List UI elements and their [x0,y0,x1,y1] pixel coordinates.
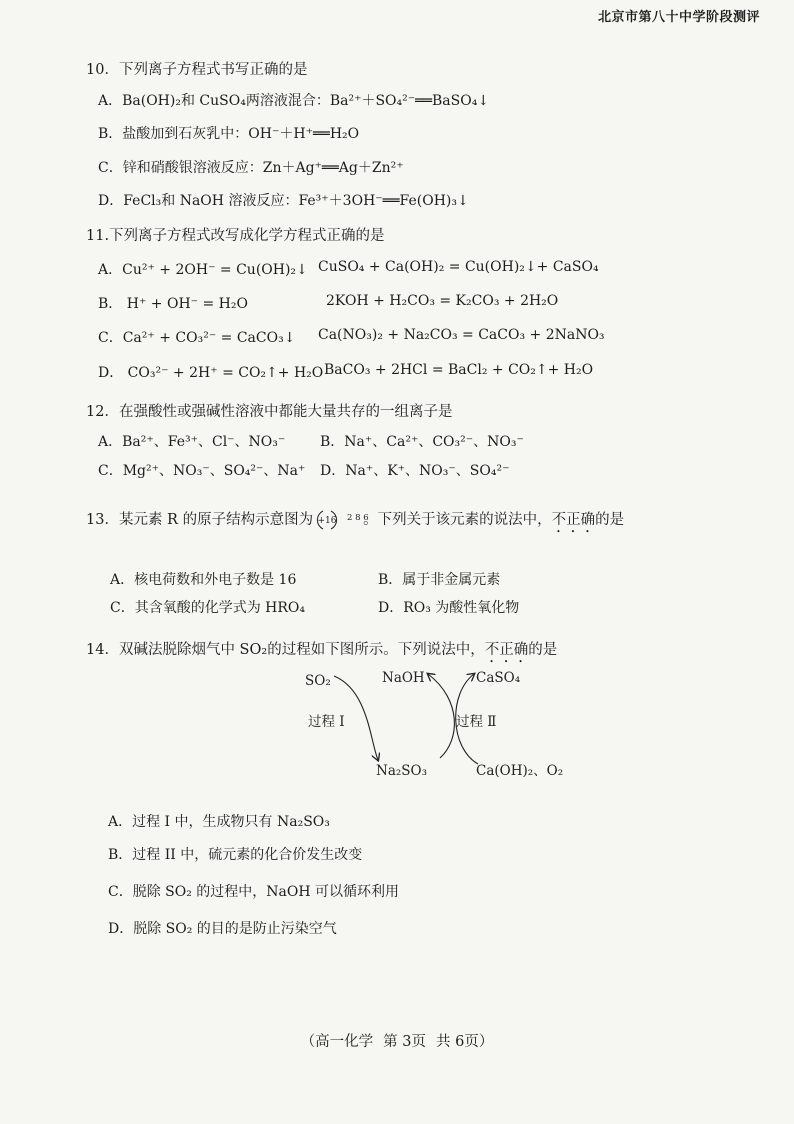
school-header: 北京市第八十中学阶段测评 [597,10,760,25]
q11-row-b-chem: 2KOH + H₂CO₃ = K₂CO₃ + 2H₂O [326,293,559,309]
q10-option-d: D．FeCl₃和 NaOH 溶液反应：Fe³⁺＋3OH⁻══Fe(OH)₃↓ [98,193,469,209]
q13-option-d: D．RO₃ 为酸性氧化物 [378,600,520,616]
page-footer [0,1030,794,1051]
q13-stem-post: 的是 [595,512,625,528]
q14-stem-post: 的是 [528,642,558,658]
q13-stem-pre: 13．某元素 R 的原子结构示意图为 [86,512,314,528]
footer-page: 第 3页 [383,1034,426,1050]
label-caso4: CaSO₄ [476,670,521,686]
q12-option-b: B．Na⁺、Ca²⁺、CO₃²⁻、NO₃⁻ [320,434,524,450]
q14-option-c: C．脱除 SO₂ 的过程中，NaOH 可以循环利用 [108,884,400,900]
q14-option-d: D．脱除 SO₂ 的目的是防止污染空气 [108,921,337,937]
q11-stem: 11.下列离子方程式改写成化学方程式正确的是 [86,228,385,244]
q11-row-d-chem: BaCO₃ + 2HCl = BaCl₂ + CO₂↑+ H₂O [324,362,594,378]
label-na2so3: Na₂SO₃ [376,763,428,779]
q13-stem-mid: 。下列关于该元素的说法中， [363,512,552,528]
q14-option-b: B．过程 II 中，硫元素的化合价发生改变 [108,847,363,863]
q13-option-a: A．核电荷数和外电子数是 16 [110,572,297,588]
q10-stem: 10．下列离子方程式书写正确的是 [86,62,308,78]
q14-stem-emphasis: 不正确 [484,642,529,658]
q11-row-b-ion: B． H⁺ + OH⁻ = H₂O [98,296,248,312]
q14-option-a: A．过程 I 中，生成物只有 Na₂SO₃ [108,814,330,830]
q13-stem [86,508,624,536]
label-caoh2-o2: Ca(OH)₂、O₂ [476,763,564,779]
label-process-2: 过程 Ⅱ [456,714,497,730]
q11-row-a-ion: A．Cu²⁺ + 2OH⁻ = Cu(OH)₂↓ [98,262,308,278]
footer-subject: （高一化学 [300,1034,374,1050]
atom-structure-diagram [313,508,369,532]
q12-option-d: D．Na⁺、K⁺、NO₃⁻、SO₄²⁻ [320,463,510,479]
label-so2: SO₂ [305,673,331,689]
label-naoh: NaOH [382,670,425,686]
q12-stem: 12．在强酸性或强碱性溶液中都能大量共存的一组离子是 [86,404,453,420]
q11-row-a-chem: CuSO₄ + Ca(OH)₂ = Cu(OH)₂↓+ CaSO₄ [318,259,599,275]
q12-option-a: A．Ba²⁺、Fe³⁺、Cl⁻、NO₃⁻ [98,434,286,450]
q11-row-c-ion: C．Ca²⁺ + CO₃²⁻ = CaCO₃↓ [98,330,296,346]
q12-option-c: C．Mg²⁺、NO₃⁻、SO₄²⁻、Na⁺ [98,463,306,479]
q11-row-c-chem: Ca(NO₃)₂ + Na₂CO₃ = CaCO₃ + 2NaNO₃ [318,327,605,343]
atom-shells: 2 8 6 [347,513,369,523]
q14-stem-pre: 14．双碱法脱除烟气中 SO₂的过程如下图所示。下列说法中， [86,642,485,658]
arrow-na2so3-to-naoh [428,674,454,758]
q11-row-d-ion: D． CO₃²⁻ + 2H⁺ = CO₂↑+ H₂O [98,365,324,381]
q13-option-c: C．其含氧酸的化学式为 HRO₄ [110,600,306,616]
label-process-1: 过程 Ⅰ [308,714,345,730]
q10-option-a: A．Ba(OH)₂和 CuSO₄两溶液混合：Ba²⁺＋SO₄²⁻══BaSO₄↓ [98,93,490,109]
q13-stem-emphasis: 不正确 [551,512,596,528]
q10-option-c: C．锌和硝酸银溶液反应：Zn＋Ag⁺══Ag＋Zn²⁺ [98,160,404,176]
atom-nucleus: +16 [317,516,337,526]
desulfurization-cycle-diagram [290,660,590,790]
footer-total: 共 6页） [436,1034,494,1050]
q10-option-b: B．盐酸加到石灰乳中：OH⁻＋H⁺══H₂O [98,126,360,142]
q13-option-b: B．属于非金属元素 [378,572,501,588]
